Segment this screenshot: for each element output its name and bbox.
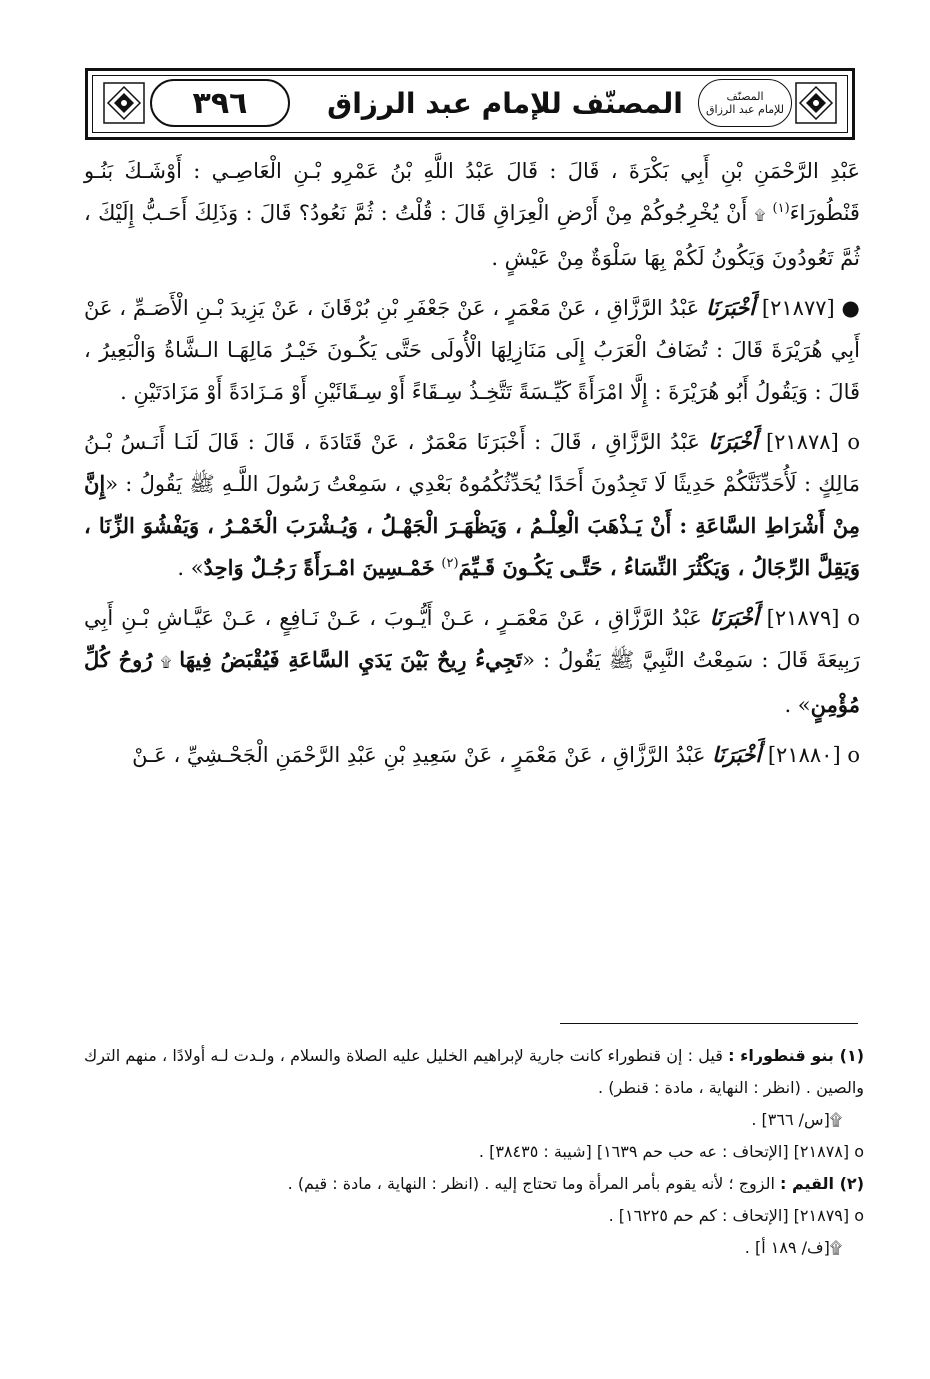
- page-number: ٣٩٦: [150, 79, 290, 127]
- paragraph-text-rest: أَنْ يُخْرِجُوكُمْ مِنْ أَرْضِ الْعِرَاقِ قَالَ : قُلْتُ : ثُمَّ نَعُودُ؟ قَالَ : وَذَلِكَ أَحَـبُّ إِلَيْكَ ، ثُمَّ تَعُودُونَ وَيَكُونُ لَكُمْ بِهَا سَلْوَةٌ مِنْ عَيْشٍ .: [84, 201, 860, 270]
- hadith-21877: [84, 287, 860, 413]
- footnote-source-21878: o [٢١٨٧٨] [الإتحاف : عه حب حم ١٦٣٩] [شيبة : ٣٨٤٣٥] .: [478, 1142, 864, 1161]
- hadith-opening: أَخْبَرَنَا: [708, 429, 758, 454]
- hadith-number: [٢١٨٧٩]: [766, 606, 840, 630]
- footnote-1: [84, 1040, 864, 1104]
- footnote-source-21879: o [٢١٨٧٩] [الإتحاف : كم حم ١٦٢٢٥] .: [608, 1206, 864, 1225]
- footnote-label: (١) بنو قنطوراء :: [728, 1046, 865, 1065]
- footnote-text: الزوج ؛ لأنه يقوم بأمر المرأة وما تحتاج إليه . (انظر : النهاية ، مادة : قيم) .: [287, 1174, 775, 1193]
- footnote-ref: (١): [772, 201, 790, 216]
- hadith-number: [٢١٨٨٠]: [767, 743, 841, 767]
- bullet-hollow-icon: o: [847, 606, 861, 630]
- footnote-divider: [560, 1023, 858, 1024]
- page-header: [85, 68, 855, 140]
- bullet-hollow-icon: o: [847, 743, 860, 767]
- bullet-hollow-icon: o: [847, 430, 860, 454]
- footnote-label: (٢) القيم :: [779, 1174, 864, 1193]
- ornament-right-icon: [794, 81, 838, 125]
- hadith-opening: أَخْبَرَنَا: [709, 605, 759, 630]
- hadith-number: [٢١٨٧٨]: [765, 430, 839, 454]
- hadith-opening: أَخْبَرَنَا: [712, 742, 762, 767]
- main-text: [84, 150, 860, 776]
- footnote-ref: (٢): [441, 556, 459, 571]
- hadith-number: [٢١٨٧٧]: [761, 296, 835, 320]
- hadith-21879: [84, 597, 860, 726]
- book-title: المصنّف للإمام عبد الرزاق: [327, 86, 683, 120]
- footnote-marker-f: ۩[ف/ ١٨٩ أ] .: [744, 1238, 842, 1257]
- hadith-opening: أَخْبَرَنَا: [706, 295, 756, 320]
- hadith-text: عَبْدُ الرَّزَّاقِ ، عَنْ مَعْمَـرٍ ، عَـنْ أَيُّـوبَ ، عَـنْ نَـافِعٍ ، عَـنْ عَيَّـاشِ بْـنِ أَبِي رَبِيعَةَ قَالَ : سَمِعْتُ النَّبِيَّ ﷺ يَقُولُ : «: [84, 606, 860, 672]
- ornament-left-icon: [102, 81, 146, 125]
- hadith-close: » .: [784, 693, 811, 717]
- hadith-quote: إِنَّ مِنْ أَشْرَاطِ السَّاعَةِ : أَنْ يَـذْهَبَ الْعِلْـمُ ، وَيَظْهَـرَ الْجَهْـلُ ، وَيُـشْرَبَ الْخَمْـرُ ، وَيَفْشُوَ الزِّنَا ، وَيَقِلَّ الرِّجَالُ ، وَيَكْثُرَ النِّسَاءُ ، حَتَّـى يَكُـونَ قَـيِّمَ: [84, 471, 860, 580]
- footnote-marker-s: ۩[س/ ٣٦٦] .: [751, 1110, 842, 1129]
- paragraph-text: عَبْدِ الرَّحْمَنِ بْنِ أَبِي بَكْرَةَ ، قَالَ : قَالَ عَبْدُ اللَّهِ بْنُ عَمْرِو بْـنِ الْعَاصِـي : أَوْشَـكَ بَنُـو قَنْطُورَاءَ: [84, 159, 860, 225]
- page-marker-icon: ۩: [160, 655, 172, 671]
- hadith-quote-end: رُوحُ كُلِّ مُؤْمِنٍ: [84, 647, 860, 717]
- paragraph-continuation: [84, 150, 860, 279]
- seal-line-1: المصنّف: [726, 90, 764, 103]
- hadith-text: عَبْدُ الرَّزَّاقِ ، عَنْ مَعْمَرٍ ، عَنْ سَعِيدِ بْنِ عَبْدِ الرَّحْمَنِ الْجَحْـشِيِّ ، عَـنْ: [132, 743, 706, 767]
- hadith-text: عَبْدُ الرَّزَّاقِ ، قَالَ : أَخْبَرَنَا مَعْمَرٌ ، عَنْ قَتَادَةَ ، قَالَ : قَالَ لَنَـا أَنَـسُ بْـنُ مَالِكٍ : لَأُحَدِّثَنَّكُمْ حَدِيثًا لَا تَجِدُونَ أَحَدًا يُحَدِّثُكُمُوهُ بَعْدِي ، سَمِعْتُ رَسُولَ اللَّـهِ ﷺ يَقُولُ : «: [84, 430, 860, 496]
- bullet-filled-icon: ●: [841, 296, 860, 320]
- hadith-close: » .: [177, 556, 204, 580]
- hadith-quote: تَجِيءُ رِيحٌ بَيْنَ يَدَيِ السَّاعَةِ فَيُقْبَضُ فِيهَا: [179, 647, 523, 672]
- seal-line-2: للإمام عبد الرزاق: [706, 103, 784, 116]
- title-seal: [698, 79, 792, 127]
- hadith-quote-end: خَمْـسِينَ امْـرَأَةً رَجُـلٌ وَاحِدٌ: [203, 555, 435, 580]
- hadith-21878: [84, 421, 860, 589]
- footnote-text: قيل : إن قنطوراء كانت جارية لإبراهيم الخليل عليه الصلاة والسلام ، ولـدت لـه أولادًا ، منهم الترك والصين . (انظر : النهاية ، مادة : قنطر) .: [84, 1046, 864, 1097]
- page-marker-icon: ۩: [754, 208, 766, 224]
- hadith-21880: [84, 734, 860, 776]
- footnotes: [84, 1040, 864, 1264]
- footnote-2: [84, 1168, 864, 1200]
- hadith-text: عَبْدُ الرَّزَّاقِ ، عَنْ مَعْمَرٍ ، عَنْ جَعْفَرِ بْنِ بُرْقَانَ ، عَنْ يَزِيدَ بْـنِ الْأَصَـمِّ ، عَنْ أَبِي هُرَيْرَةَ قَالَ : تُضَافُ الْعَرَبُ إِلَى مَنَازِلِهَا الْأُولَى حَتَّى يَكُـونَ خَيْـرُ مَالِهَـا الـشَّاةُ وَالْبَعِيرُ ، قَالَ : وَيَقُولُ أَبُو هُرَيْرَةَ : إِلَّا امْرَأَةً كَيِّـسَةً تَتَّخِـذُ سِـقَاءً أَوْ سِـقَائَيْنِ أَوْ مَـزَادَةً أَوْ مَزَادَتَيْنِ .: [84, 296, 860, 404]
